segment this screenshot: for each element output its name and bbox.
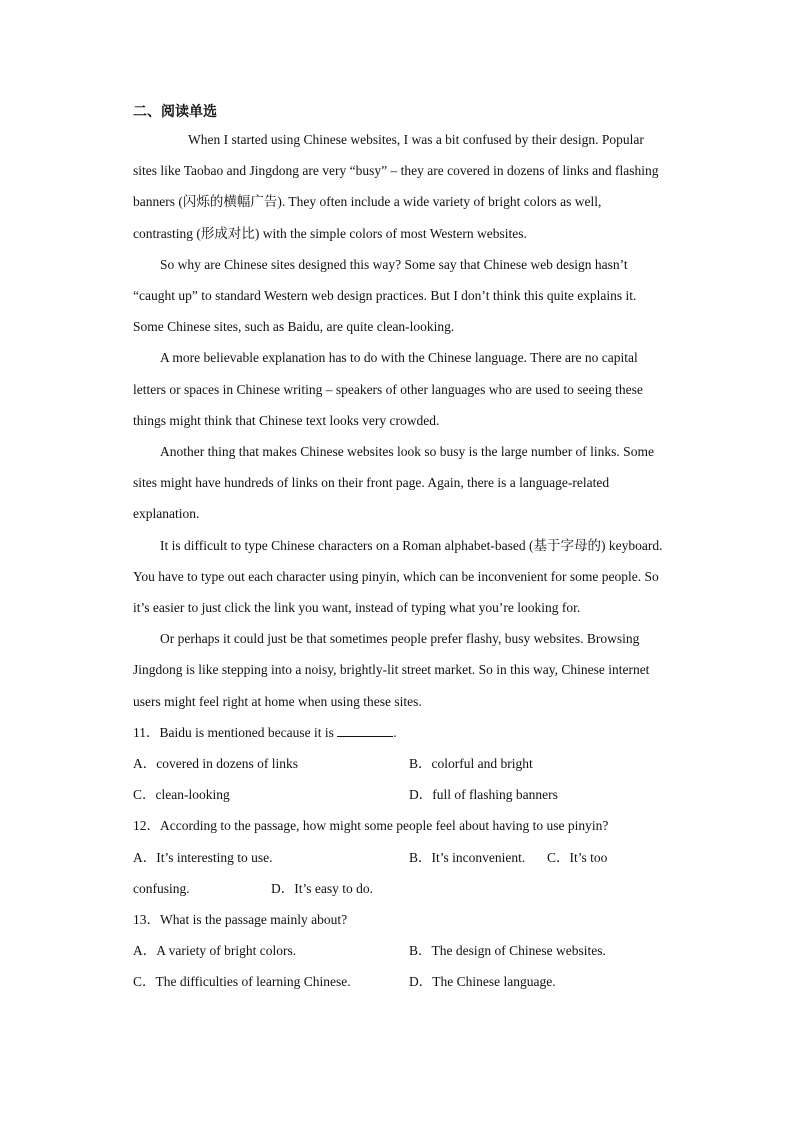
worksheet-page <box>133 100 663 998</box>
options-row <box>133 779 663 810</box>
options-row <box>133 935 663 966</box>
question-stem: 12．According to the passage, how might some people feel about having to use pinyin? <box>133 818 609 834</box>
option-d: D．The Chinese language. <box>409 974 556 990</box>
section-title: 二、阅读单选 <box>133 104 217 120</box>
option-a: A．It’s interesting to use. <box>133 849 273 865</box>
question-stem: 13．What is the passage mainly about? <box>133 911 348 927</box>
options-row <box>133 748 663 779</box>
passage-paragraph: Or perhaps it could just be that sometimes people prefer flashy, busy websites. Browsing Jingdong is like stepping into a noisy, brightly-lit street market. So in this way, Chinese internet users might feel right at home when using these sites. <box>133 631 650 709</box>
option-a: A．covered in dozens of links <box>133 756 298 772</box>
option-d: D．full of flashing banners <box>409 787 558 803</box>
answer-blank <box>337 722 393 737</box>
option-b: B．colorful and bright <box>409 756 533 772</box>
question-stem-end: . <box>393 724 397 740</box>
question-11 <box>133 717 663 811</box>
options-row <box>133 842 663 873</box>
question-12 <box>133 810 663 904</box>
option-c: C．The difficulties of learning Chinese. <box>133 974 351 990</box>
options-row <box>133 966 663 997</box>
passage-paragraph: A more believable explanation has to do with the Chinese language. There are no capital letters or spaces in Chinese writing – speakers of other languages who are used to seeing these things might think that Chinese text looks very crowded. <box>133 350 643 428</box>
option-b: B．The design of Chinese websites. <box>409 943 606 959</box>
passage-paragraph: So why are Chinese sites designed this way? Some say that Chinese web design hasn’t “caught up” to standard Western web design practices. But I don’t think this quite explains it. Some Chinese sites, such as Baidu, are quite clean-looking. <box>133 256 637 335</box>
passage-paragraph: Another thing that makes Chinese websites look so busy is the large number of links. Some sites might have hundreds of links on their front page. Again, there is a language-related explanation. <box>133 444 654 522</box>
option-c: C．clean-looking <box>133 787 230 803</box>
option-b: B．It’s inconvenient. <box>409 849 526 865</box>
question-stem-text: 11．Baidu is mentioned because it is <box>133 724 334 740</box>
reading-passage <box>133 124 663 717</box>
passage-paragraph: When I started using Chinese websites, I was a bit confused by their design. Popular sites like Taobao and Jingdong are very “busy” – they are covered in dozens of links and flashing banners (闪烁的横幅广告). They often include a wide variety of bright colors as well, contrasting (形成对比) with the simple colors of most Western websites. <box>133 132 659 241</box>
option-c: C．It’s too <box>547 849 608 865</box>
question-13 <box>133 904 663 998</box>
option-d: D．It’s easy to do. <box>271 880 373 896</box>
question-stem <box>133 717 663 748</box>
option-c-continued: confusing. <box>133 880 190 896</box>
options-row <box>133 873 663 904</box>
option-a: A．A variety of bright colors. <box>133 943 297 959</box>
passage-paragraph: It is difficult to type Chinese characters on a Roman alphabet-based (基于字母的) keyboard. You have to type out each character using pinyin, which can be inconvenient for some people. So it’s easier to just click the link you want, instead of typing what you’re looking for. <box>133 537 663 616</box>
